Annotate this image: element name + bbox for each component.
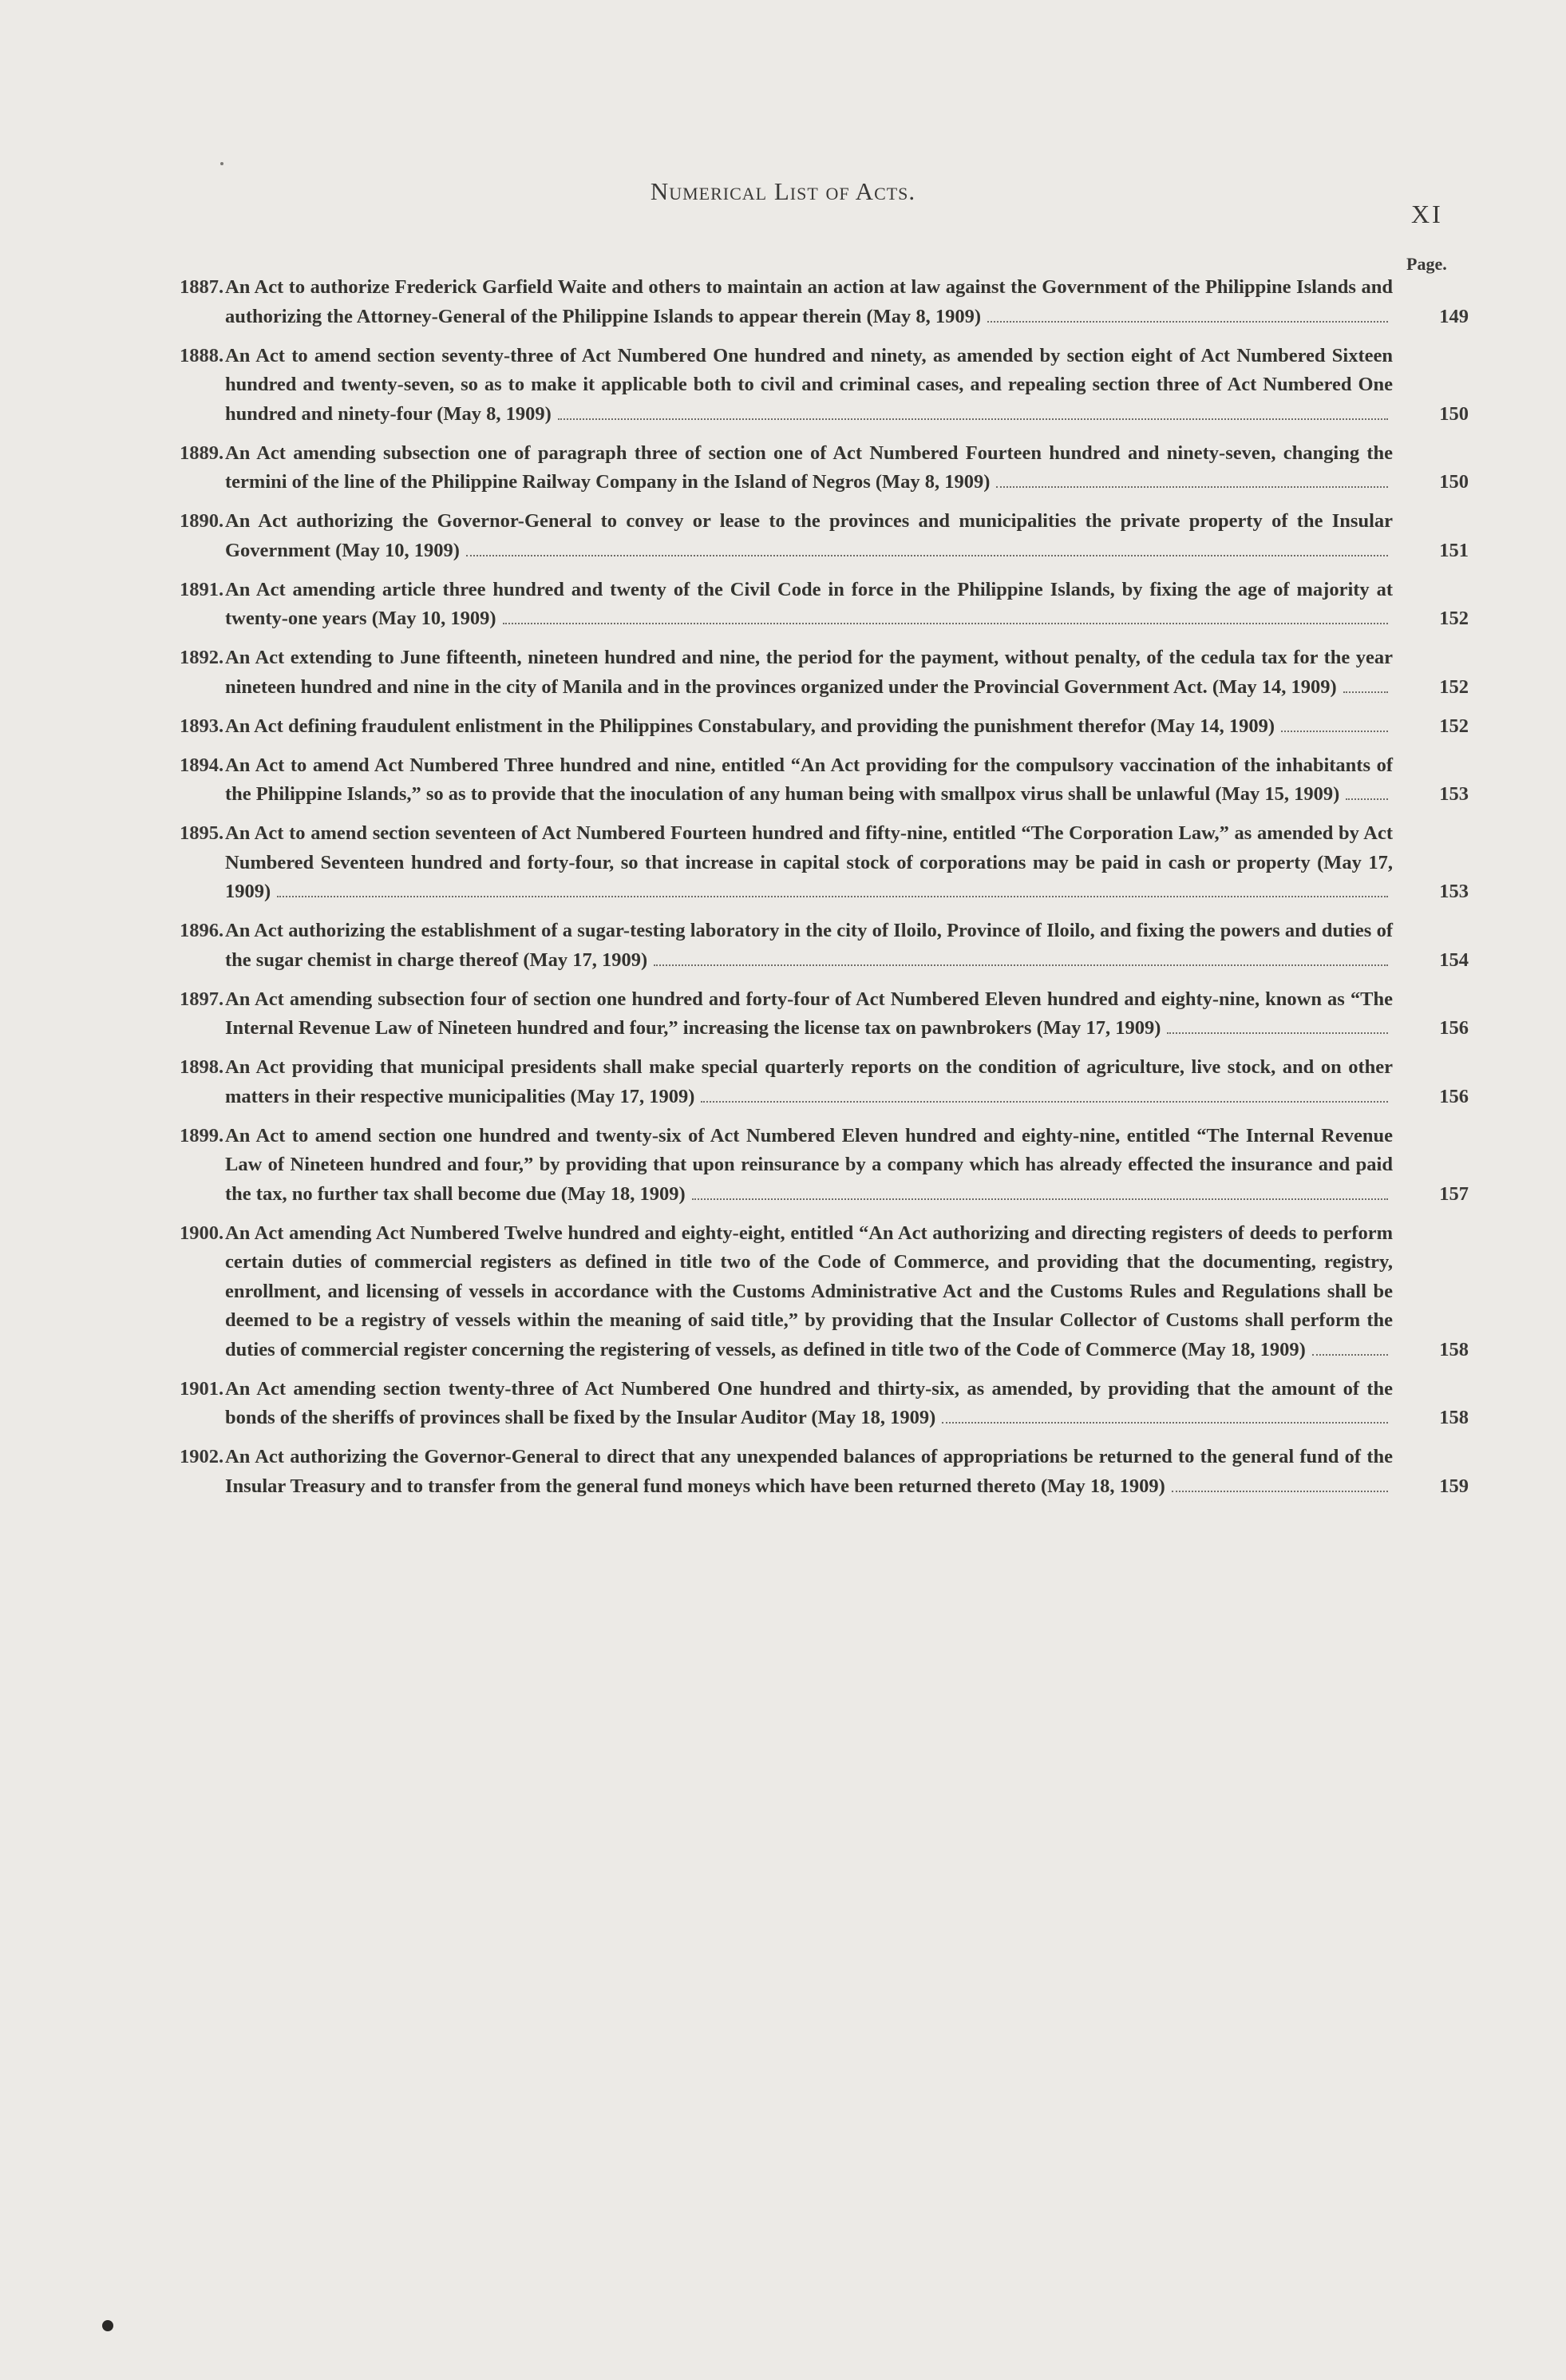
dot-leader bbox=[466, 550, 1388, 556]
running-title: Numerical List of Acts. bbox=[650, 177, 916, 205]
ink-speck bbox=[220, 162, 223, 165]
list-item bbox=[180, 917, 1469, 975]
act-title: An Act to authorize Frederick Garfield Waite and others to maintain an action at law against the Government of the Philippine Islands and authorizing the Attorney-General of the Philippine Islands to appear therein (May 8, 1909) bbox=[225, 276, 1393, 327]
page-reference: 152 bbox=[1439, 608, 1469, 629]
act-title: An Act amending article three hundred and twenty of the Civil Code in force in the Philippine Islands, by fixing the age of majority at twenty-one years (May 10, 1909) bbox=[225, 578, 1393, 629]
page-reference: 150 bbox=[1439, 471, 1469, 493]
act-title: An Act authorizing the establishment of a sugar-testing laboratory in the city of Iloilo, Province of Iloilo, and fixing the powers and duties of the sugar chemist in charge thereof (May 17, 1909) bbox=[225, 920, 1393, 971]
dot-leader bbox=[558, 414, 1388, 420]
act-number: 1899. bbox=[180, 1124, 224, 1146]
page-reference: 158 bbox=[1439, 1338, 1469, 1360]
list-item bbox=[180, 576, 1469, 634]
act-title: An Act to amend section seventy-three of Act Numbered One hundred and ninety, as amended by section eight of Act Numbered Sixteen hundred and twenty-seven, so as to make it applicable both to civil and criminal cases, and repealing section three of Act Numbered One hundred and ninety-four (May 8, 1909) bbox=[225, 344, 1393, 425]
list-item bbox=[180, 985, 1469, 1043]
page-header bbox=[0, 177, 1566, 228]
act-number: 1891. bbox=[180, 578, 224, 600]
list-item bbox=[180, 439, 1469, 497]
list-item bbox=[180, 1219, 1469, 1365]
list-item bbox=[180, 644, 1469, 702]
dot-leader bbox=[277, 891, 1388, 897]
act-number: 1902. bbox=[180, 1446, 224, 1467]
list-item bbox=[180, 273, 1469, 331]
list-item bbox=[180, 751, 1469, 810]
act-number: 1897. bbox=[180, 988, 224, 1010]
dot-leader bbox=[987, 316, 1388, 323]
list-item bbox=[180, 1375, 1469, 1433]
act-number: 1890. bbox=[180, 510, 224, 532]
page-reference: 153 bbox=[1439, 783, 1469, 805]
dot-leader bbox=[1346, 794, 1388, 800]
act-title: An Act amending Act Numbered Twelve hundred and eighty-eight, entitled “An Act authorizing and directing registers of deeds to perform certain duties of commercial registers as defined in title two of the Code of Commerce, and providing that the documenting, registry, enrollment, and licensing of vessels in accordance with the Customs Administrative Act and the Customs Rules and Regulations shall be deemed to be a registry of vessels within the meaning of said title,” by providing that the Insular Collector of Customs shall perform the duties of commercial register concerning the registering of vessels, as defined in title two of the Code of Commerce (May 18, 1909) bbox=[225, 1222, 1393, 1360]
act-number: 1887. bbox=[180, 276, 224, 298]
page-reference: 152 bbox=[1439, 675, 1469, 698]
act-number: 1896. bbox=[180, 920, 224, 941]
act-title: An Act to amend section seventeen of Act Numbered Fourteen hundred and fifty-nine, entitled “The Corporation Law,” as amended by Act Numbered Seventeen hundred and forty-four, so that increase in capital stock of corporations may be paid in cash or property (May 17, 1909) bbox=[225, 822, 1393, 902]
page-reference: 149 bbox=[1439, 305, 1469, 327]
page-reference: 152 bbox=[1439, 715, 1469, 737]
page-reference: 159 bbox=[1439, 1475, 1469, 1497]
dot-leader bbox=[692, 1194, 1388, 1200]
page-number: XI bbox=[1411, 200, 1443, 228]
dot-leader bbox=[654, 960, 1388, 966]
dot-leader bbox=[503, 618, 1388, 624]
dot-leader bbox=[1167, 1028, 1388, 1034]
act-number: 1895. bbox=[180, 822, 224, 844]
page-reference: 156 bbox=[1439, 1017, 1469, 1039]
act-number: 1892. bbox=[180, 647, 224, 668]
page-reference: 154 bbox=[1439, 948, 1469, 971]
act-title: An Act to amend Act Numbered Three hundred and nine, entitled “An Act providing for the compulsory vaccination of the inhabitants of the Philippine Islands,” so as to provide that the inoculation of any human being with smallpox virus shall be unlawful (May 15, 1909) bbox=[225, 754, 1393, 805]
act-number: 1888. bbox=[180, 344, 224, 366]
list-item bbox=[180, 507, 1469, 565]
act-number: 1889. bbox=[180, 442, 224, 464]
page-column-label: Page. bbox=[1406, 254, 1447, 274]
page-reference: 150 bbox=[1439, 402, 1469, 425]
list-item bbox=[180, 819, 1469, 907]
page-reference: 156 bbox=[1439, 1085, 1469, 1107]
page-reference: 158 bbox=[1439, 1407, 1469, 1428]
act-number: 1901. bbox=[180, 1377, 224, 1400]
page-reference: 157 bbox=[1439, 1182, 1469, 1205]
dot-leader bbox=[701, 1096, 1388, 1103]
list-item bbox=[180, 1053, 1469, 1111]
act-number: 1893. bbox=[180, 715, 224, 737]
dot-leader bbox=[996, 481, 1388, 488]
list-item bbox=[180, 342, 1469, 430]
act-title: An Act providing that municipal presidents shall make special quarterly reports on the condition of agriculture, live stock, and on other matters in their respective municipalities (May 17, 1909) bbox=[225, 1056, 1393, 1107]
list-item bbox=[180, 712, 1469, 742]
act-number: 1894. bbox=[180, 754, 224, 776]
page-reference: 151 bbox=[1439, 539, 1469, 561]
act-number: 1898. bbox=[180, 1056, 224, 1078]
act-title: An Act authorizing the Governor-General to direct that any unexpended balances of appropriations be returned to the general fund of the Insular Treasury and to transfer from the general fund moneys which have been returned thereto (May 18, 1909) bbox=[225, 1446, 1393, 1497]
dot-leader bbox=[1312, 1349, 1388, 1356]
list-item bbox=[180, 1122, 1469, 1210]
dot-leader bbox=[1343, 687, 1388, 693]
ink-speck bbox=[102, 2320, 113, 2331]
act-title: An Act amending subsection four of section one hundred and forty-four of Act Numbered Eleven hundred and eighty-nine, known as “The Internal Revenue Law of Nineteen hundred and four,” increasing the license tax on pawnbrokers (May 17, 1909) bbox=[225, 988, 1393, 1039]
act-title: An Act amending section twenty-three of Act Numbered One hundred and thirty-six, as amended, by providing that the amount of the bonds of the sheriffs of provinces shall be fixed by the Insular Auditor (May 18, 1909) bbox=[225, 1377, 1393, 1428]
act-title: An Act extending to June fifteenth, nineteen hundred and nine, the period for the payment, without penalty, of the cedula tax for the year nineteen hundred and nine in the city of Manila and in the provinces organized under the Provincial Government Act. (May 14, 1909) bbox=[225, 647, 1393, 698]
act-title: An Act defining fraudulent enlistment in the Philippines Constabulary, and providing the punishment therefor (May 14, 1909) bbox=[225, 715, 1275, 737]
act-number: 1900. bbox=[180, 1222, 224, 1244]
act-title: An Act to amend section one hundred and twenty-six of Act Numbered Eleven hundred and eighty-nine, entitled “The Internal Revenue Law of Nineteen hundred and four,” by providing that upon reinsurance by a company which has already effected the insurance and paid the tax, no further tax shall become due (May 18, 1909) bbox=[225, 1124, 1393, 1205]
dot-leader bbox=[1172, 1486, 1388, 1492]
list-item bbox=[180, 1443, 1469, 1501]
dot-leader bbox=[1281, 726, 1388, 732]
page-reference: 153 bbox=[1439, 881, 1469, 902]
act-title: An Act authorizing the Governor-General to convey or lease to the provinces and municipalities the private property of the Insular Government (May 10, 1909) bbox=[225, 510, 1393, 561]
acts-list bbox=[180, 273, 1469, 1511]
dot-leader bbox=[942, 1417, 1388, 1424]
act-title: An Act amending subsection one of paragraph three of section one of Act Numbered Fourteen hundred and ninety-seven, changing the termini of the line of the Philippine Railway Company in the Island of Negros (May 8, 1909) bbox=[225, 442, 1393, 493]
